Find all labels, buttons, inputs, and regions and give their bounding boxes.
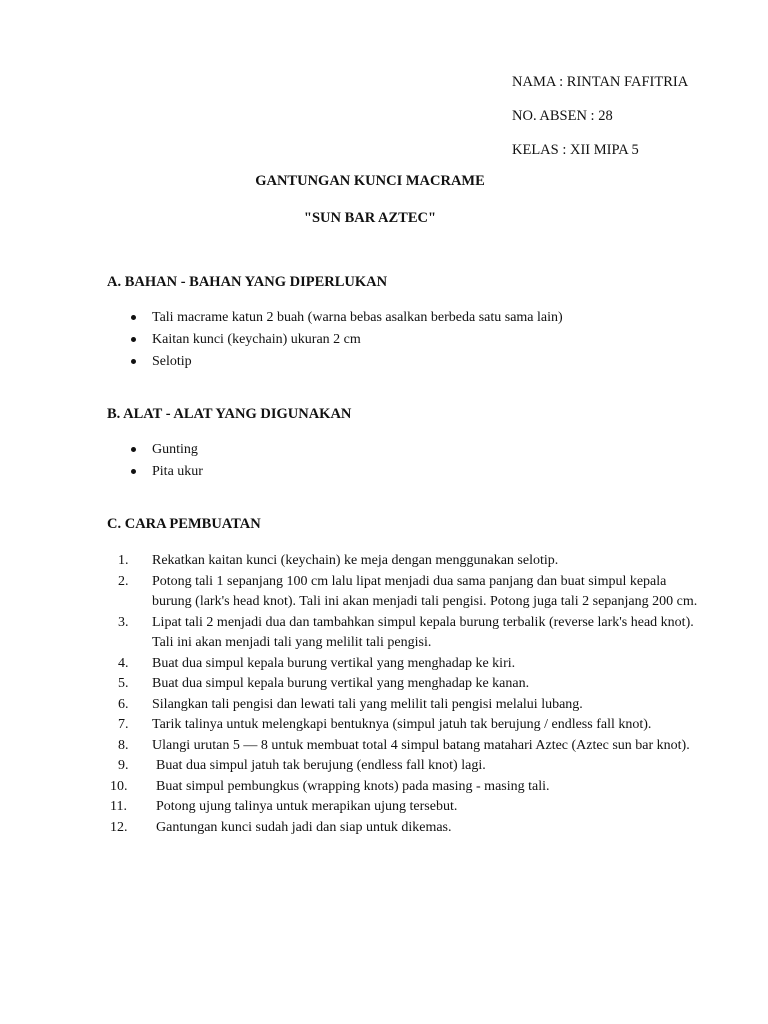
step-item [110, 797, 708, 818]
step-text: Tarik talinya untuk melengkapi bentuknya (simpul jatuh tak berujung / endless fall knot). [152, 717, 652, 732]
list-item-text: Kaitan kunci (keychain) ukuran 2 cm [152, 332, 361, 347]
step-text: Gantungan kunci sudah jadi dan siap untuk dikemas. [156, 819, 452, 835]
step-item [118, 756, 708, 777]
student-absence-number: NO. ABSEN : 28 [512, 108, 613, 124]
steps-list [110, 551, 708, 838]
step-text: Ulangi urutan 5 — 8 untuk membuat total 4 simpul batang matahari Aztec (Aztec sun bar knot). [152, 737, 690, 753]
bullet-icon [131, 337, 136, 342]
step-item [118, 736, 708, 757]
bullet-icon [131, 315, 136, 320]
materials-list [128, 308, 688, 374]
step-number: 1. [118, 553, 129, 568]
step-number: 6. [118, 696, 129, 712]
step-number: 2. [118, 573, 129, 589]
list-item-text: Tali macrame katun 2 buah (warna bebas asalkan berbeda satu sama lain) [152, 310, 563, 325]
student-class: KELAS : XII MIPA 5 [512, 142, 639, 158]
bullet-icon [131, 359, 136, 364]
step-number: 12. [110, 819, 128, 835]
list-item [128, 308, 688, 330]
list-item [128, 462, 688, 484]
step-text: Buat simpul pembungkus (wrapping knots) pada masing - masing tali. [156, 778, 550, 794]
list-item [128, 440, 688, 462]
step-number: 8. [118, 737, 129, 753]
step-item [118, 715, 708, 736]
step-text: Silangkan tali pengisi dan lewati tali yang melilit tali pengisi melalui lubang. [152, 696, 583, 712]
student-name: NAMA : RINTAN FAFITRIA [512, 74, 689, 90]
list-item-text: Selotip [152, 354, 192, 369]
step-text: Rekatkan kaitan kunci (keychain) ke meja dengan menggunakan selotip. [152, 553, 559, 568]
step-text: Potong ujung talinya untuk merapikan ujung tersebut. [156, 799, 458, 814]
step-item [118, 551, 708, 572]
bullet-icon [131, 447, 136, 452]
section-a-heading: A. BAHAN - BAHAN YANG DIPERLUKAN [107, 274, 388, 290]
step-item [118, 613, 708, 654]
step-text: Buat dua simpul jatuh tak berujung (endless fall knot) lagi. [156, 758, 486, 773]
step-text: Lipat tali 2 menjadi dua dan tambahkan simpul kepala burung terbalik (reverse lark's head knot). Tali ini akan menjadi tali yang melilit tali pengisi. [152, 614, 694, 650]
step-item [110, 818, 708, 839]
step-item [118, 674, 708, 695]
step-number: 10. [110, 778, 128, 794]
step-number: 11. [110, 799, 127, 814]
document-subtitle: "SUN BAR AZTEC" [303, 210, 437, 226]
step-item [118, 654, 708, 675]
list-item-text: Gunting [152, 442, 198, 457]
step-text: Potong tali 1 sepanjang 100 cm lalu lipat menjadi dua sama panjang dan buat simpul kepala burung (lark's head knot). Tali ini akan menjadi tali pengisi. Potong juga tali 2 sepanjang 200 cm. [152, 573, 698, 609]
section-b-heading: B. ALAT - ALAT YANG DIGUNAKAN [107, 406, 352, 422]
step-text: Buat dua simpul kepala burung vertikal yang menghadap ke kiri. [152, 655, 516, 671]
step-number: 5. [118, 676, 129, 691]
step-item [118, 572, 708, 613]
step-item [110, 777, 708, 798]
step-number: 7. [118, 717, 129, 732]
list-item [128, 352, 688, 374]
step-number: 4. [118, 655, 129, 671]
step-item [118, 695, 708, 716]
step-text: Buat dua simpul kepala burung vertikal yang menghadap ke kanan. [152, 676, 530, 691]
tools-list [128, 440, 688, 484]
list-item-text: Pita ukur [152, 464, 203, 479]
document-title: GANTUNGAN KUNCI MACRAME [255, 173, 485, 189]
section-c-heading: C. CARA PEMBUATAN [107, 516, 261, 532]
list-item [128, 330, 688, 352]
bullet-icon [131, 469, 136, 474]
step-number: 9. [118, 758, 129, 773]
step-number: 3. [118, 614, 129, 630]
student-identity-block [512, 72, 752, 174]
